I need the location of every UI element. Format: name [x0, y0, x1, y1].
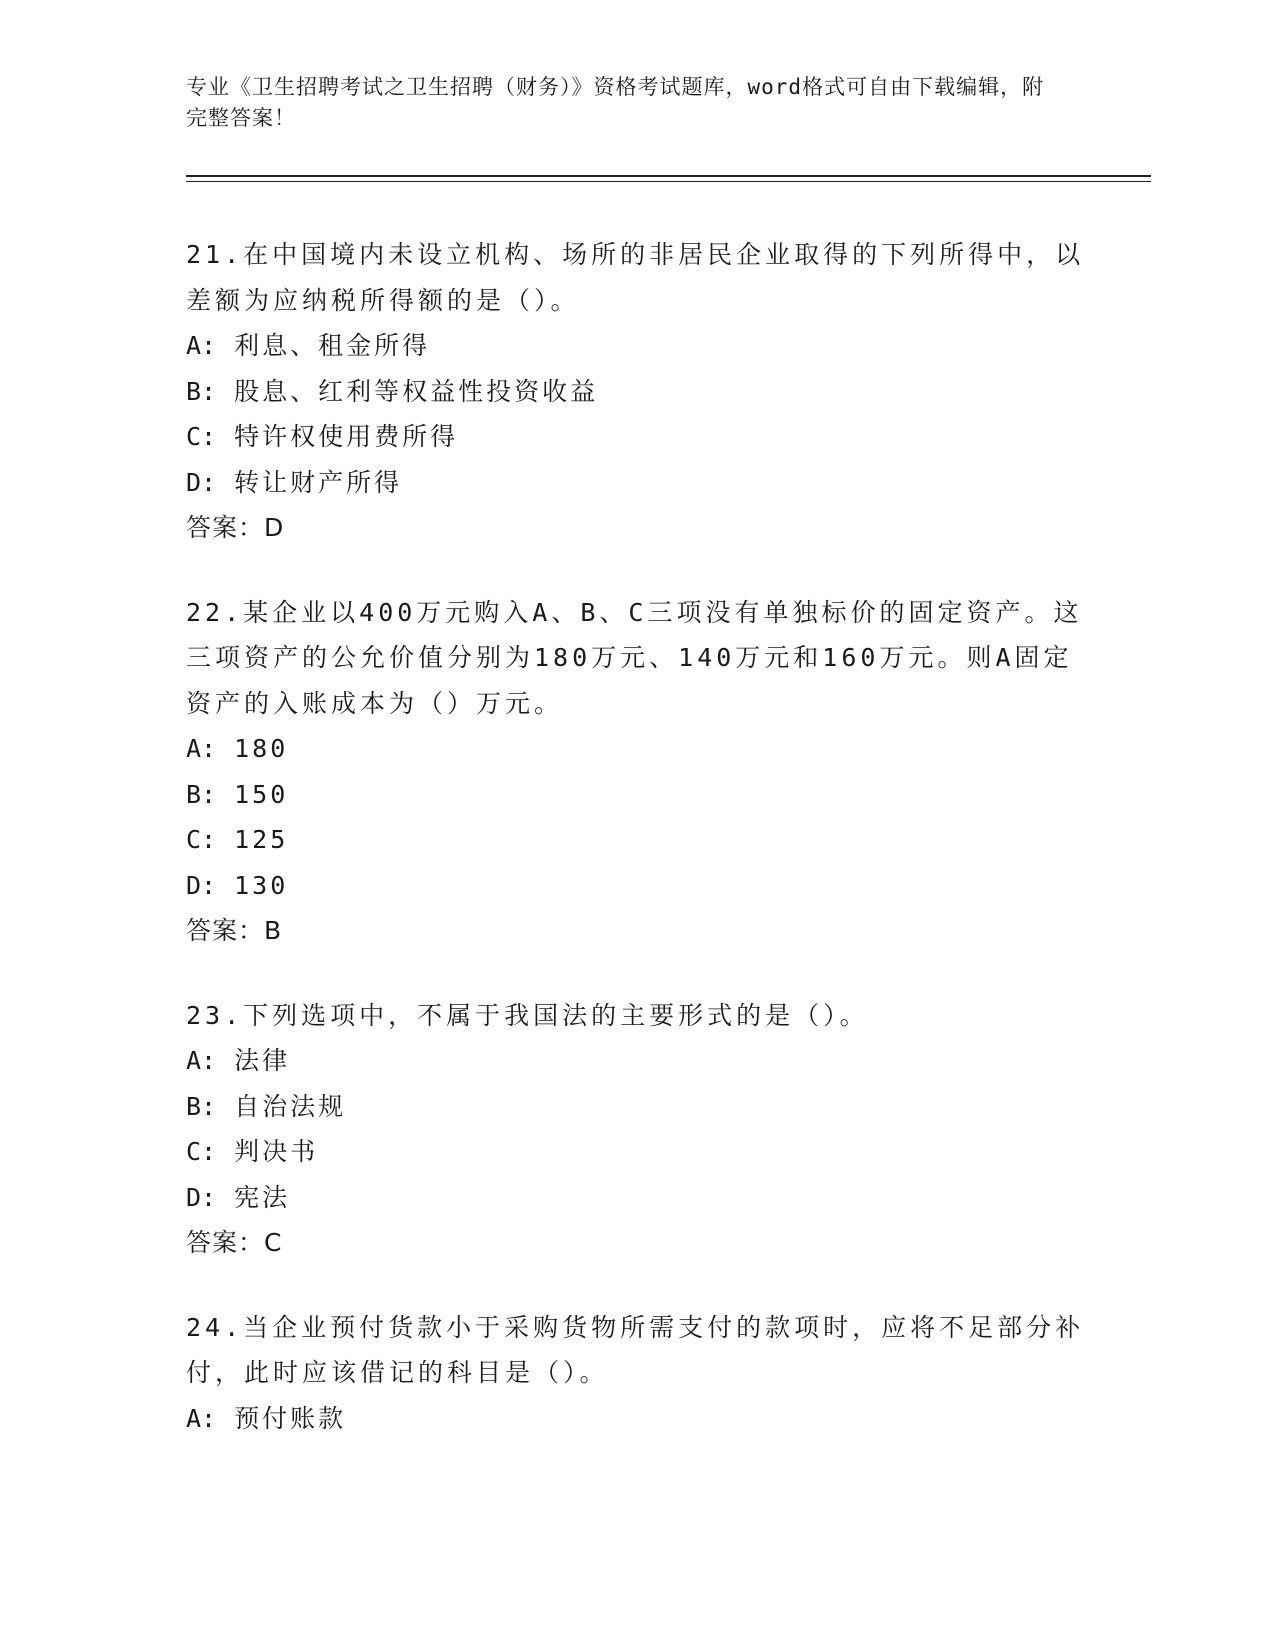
question-stem: 24.当企业预付货款小于采购货物所需支付的款项时，应将不足部分补付，此时应该借记的科目是（）。	[186, 1312, 1085, 1387]
option-letter: A:	[186, 331, 217, 360]
header-rule-top	[186, 175, 1151, 177]
option-text: 法律	[234, 1046, 291, 1075]
option-b	[186, 1084, 1086, 1130]
option-c	[186, 414, 1086, 460]
option-a	[186, 726, 1086, 772]
option-text: 转让财产所得	[234, 467, 403, 497]
option-letter: C:	[186, 825, 217, 854]
question-list	[186, 232, 1086, 1480]
option-text: 判决书	[234, 1137, 319, 1166]
question-stem: 22.某企业以400万元购入A、B、C三项没有单独标价的固定资产。这三项资产的公允价值分别为180万元、140万元和160万元。则A固定资产的入账成本为（）万元。	[186, 597, 1083, 718]
option-text: 利息、租金所得	[234, 331, 431, 360]
option-letter: B:	[186, 376, 217, 406]
option-c	[186, 1129, 1086, 1175]
question-22	[186, 590, 1086, 954]
option-text: 宪法	[234, 1182, 291, 1212]
option-letter: C:	[186, 1137, 217, 1166]
question-stem: 21.在中国境内未设立机构、场所的非居民企业取得的下列所得中，以差额为应纳税所得额的是（）。	[186, 240, 1085, 315]
option-d	[186, 460, 1086, 506]
option-d	[186, 1175, 1086, 1221]
option-text: 预付账款	[234, 1403, 347, 1433]
option-a	[186, 1396, 1086, 1442]
option-letter: A:	[186, 1046, 217, 1075]
option-a	[186, 1038, 1086, 1084]
answer-line: 答案：D	[186, 513, 285, 542]
option-text: 180	[234, 734, 289, 763]
option-a	[186, 323, 1086, 369]
option-letter: A:	[186, 1403, 217, 1433]
option-b	[186, 369, 1086, 415]
option-text: 自治法规	[234, 1091, 347, 1121]
option-letter: D:	[186, 1182, 217, 1212]
option-text: 125	[234, 825, 289, 854]
option-letter: D:	[186, 467, 217, 497]
option-c	[186, 817, 1086, 863]
option-letter: A:	[186, 734, 217, 763]
header-rule-bottom	[186, 181, 1151, 182]
question-stem: 23.下列选项中，不属于我国法的主要形式的是（）。	[186, 1000, 869, 1030]
option-text: 特许权使用费所得	[234, 422, 459, 451]
option-d	[186, 863, 1086, 909]
option-text: 130	[234, 870, 289, 900]
option-text: 股息、红利等权益性投资收益	[234, 376, 599, 406]
question-21	[186, 232, 1086, 551]
document-header: 专业《卫生招聘考试之卫生招聘（财务）》资格考试题库，word格式可自由下载编辑，附完整答案！	[186, 75, 1045, 130]
option-letter: B:	[186, 779, 217, 809]
option-b	[186, 772, 1086, 818]
question-23	[186, 993, 1086, 1266]
answer-line: 答案：B	[186, 916, 283, 945]
option-letter: D:	[186, 870, 217, 900]
question-24	[186, 1305, 1086, 1442]
option-text: 150	[234, 779, 289, 809]
option-letter: C:	[186, 422, 217, 451]
option-letter: B:	[186, 1091, 217, 1121]
answer-line: 答案：C	[186, 1228, 283, 1257]
